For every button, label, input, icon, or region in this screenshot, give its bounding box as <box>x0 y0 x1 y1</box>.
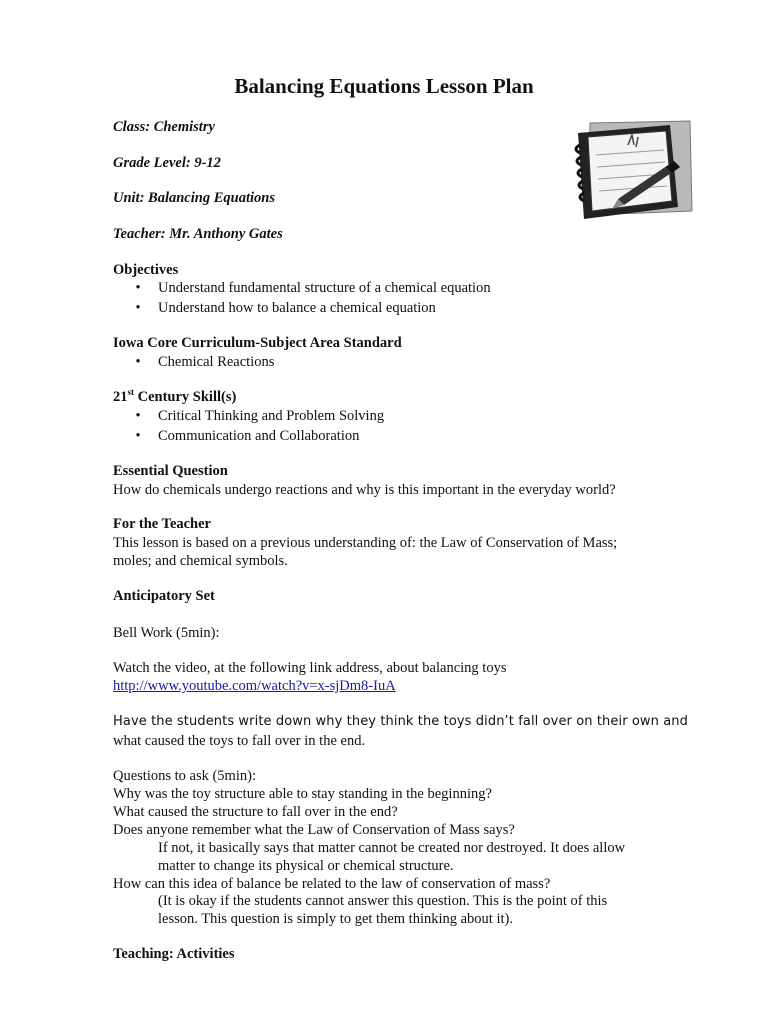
video-link-line <box>113 677 396 695</box>
students-instruction-line-2: what caused the toys to fall over in the end. <box>113 733 366 749</box>
question-3: Does anyone remember what the Law of Conservation of Mass says? <box>113 822 515 838</box>
bullet-icon: • <box>135 408 141 424</box>
list-item: • Understand fundamental structure of a chemical equation <box>113 278 491 298</box>
for-teacher-line-2: moles; and chemical symbols. <box>113 553 288 569</box>
unit-field: Unit: Balancing Equations <box>113 190 275 206</box>
objectives-heading: Objectives <box>113 262 179 278</box>
list-item: • Chemical Reactions <box>113 352 274 372</box>
question-4-note-line-1: (It is okay if the students cannot answer this question. This is the point of this <box>158 893 608 909</box>
class-field: Class: Chemistry <box>113 119 215 135</box>
notebook-pen-illustration <box>570 115 695 225</box>
for-teacher-heading: For the Teacher <box>113 516 211 532</box>
teacher-field: Teacher: Mr. Anthony Gates <box>113 226 283 242</box>
questions-intro: Questions to ask (5min): <box>113 768 256 784</box>
skills-heading: 21st Century Skill(s) <box>113 387 237 405</box>
list-item: • Critical Thinking and Problem Solving <box>113 406 384 426</box>
essential-question-text: How do chemicals undergo reactions and why is this important in the everyday world? <box>113 482 616 498</box>
students-instruction-line-1: Have the students write down why they think the toys didn’t fall over on their own and <box>113 714 688 729</box>
bullet-icon: • <box>135 300 141 316</box>
video-link[interactable]: http://www.youtube.com/watch?v=x-sjDm8-IuA <box>113 678 396 694</box>
standard-list <box>113 352 274 372</box>
essential-question-heading: Essential Question <box>113 463 228 479</box>
question-4: How can this idea of balance be related to the law of conservation of mass? <box>113 876 551 892</box>
video-instruction-text: Watch the video, at the following link address, about balancing toys <box>113 660 507 676</box>
question-4-note-line-2: lesson. This question is simply to get them thinking about it). <box>158 911 513 927</box>
list-item: • Understand how to balance a chemical equation <box>113 298 491 318</box>
teaching-activities-heading: Teaching: Activities <box>113 946 235 962</box>
for-teacher-line-1: This lesson is based on a previous understanding of: the Law of Conservation of Mass; <box>113 535 618 551</box>
anticipatory-set-heading: Anticipatory Set <box>113 588 215 604</box>
grade-level-field: Grade Level: 9-12 <box>113 155 221 171</box>
question-1: Why was the toy structure able to stay standing in the beginning? <box>113 786 492 802</box>
list-item: • Communication and Collaboration <box>113 426 384 446</box>
bullet-icon: • <box>135 428 141 444</box>
question-2: What caused the structure to fall over in the end? <box>113 804 398 820</box>
page-title: Balancing Equations Lesson Plan <box>234 74 534 98</box>
standard-heading: Iowa Core Curriculum-Subject Area Standard <box>113 335 402 351</box>
question-3-answer-line-2: matter to change its physical or chemical structure. <box>158 858 454 874</box>
question-3-answer-line-1: If not, it basically says that matter cannot be created nor destroyed. It does allow <box>158 840 626 856</box>
objectives-list <box>113 278 491 318</box>
bell-work-text: Bell Work (5min): <box>113 625 220 641</box>
bullet-icon: • <box>135 280 141 296</box>
bullet-icon: • <box>135 354 141 370</box>
skills-list <box>113 406 384 446</box>
